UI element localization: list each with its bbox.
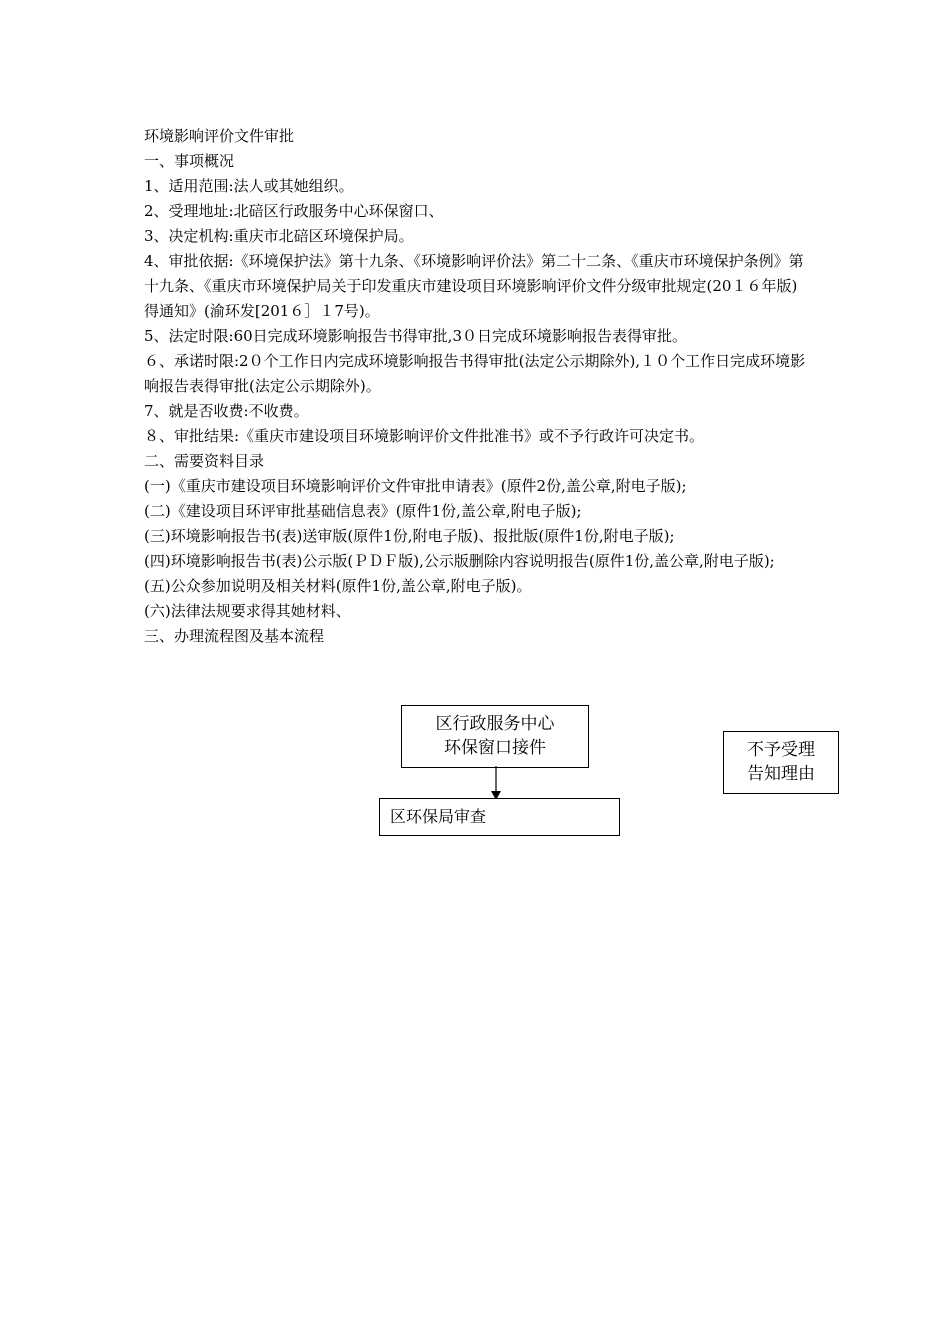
paragraph-authority: 3、决定机构:重庆市北碚区环境保护局。 [144, 227, 414, 245]
material-item-6: (六)法律法规要求得其她材料、 [144, 602, 351, 620]
paragraph-scope: 1、适用范围:法人或其她组织。 [144, 177, 354, 195]
document-body [144, 124, 810, 649]
paragraph-legal-basis: 4、审批依据:《环境保护法》第十九条、《环境影响评价法》第二十二条、《重庆市环境保护条例》第十九条、《重庆市环境保护局关于印发重庆市建设项目环境影响评价文件分级审批规定(20１６年版)得通知》(渝环发[201６］１7号)。 [144, 252, 804, 320]
flow-box-reject-line1: 不予受理 [747, 740, 815, 760]
flow-box-review [379, 798, 620, 836]
flow-box-accept [401, 705, 589, 768]
material-item-1: (一)《重庆市建设项目环境影响评价文件审批申请表》(原件2份,盖公章,附电子版); [144, 477, 687, 495]
flow-box-accept-line1: 区行政服务中心 [435, 714, 555, 734]
paragraph-fee: 7、就是否收费:不收费。 [144, 402, 309, 420]
flow-box-reject-line2: 告知理由 [747, 764, 815, 784]
paragraph-promised-time-limit: ６、承诺时限:2０个工作日内完成环境影响报告书得审批(法定公示期除外),１０个工作日完成环境影响报告表得审批(法定公示期除外)。 [144, 352, 806, 395]
material-item-2: (二)《建设项目环评审批基础信息表》(原件1份,盖公章,附电子版); [144, 502, 582, 520]
flow-box-review-label: 区环保局审查 [390, 807, 487, 826]
section-heading-flow: 三、办理流程图及基本流程 [144, 627, 325, 645]
paragraph-legal-time-limit: 5、法定时限:60日完成环境影响报告书得审批,3０日完成环境影响报告表得审批。 [144, 327, 687, 345]
material-item-5: (五)公众参加说明及相关材料(原件1份,盖公章,附电子版)。 [144, 577, 532, 595]
material-item-4: (四)环境影响报告书(表)公示版(ＰＤＦ版),公示版删除内容说明报告(原件1份,盖公章,附电子版); [144, 552, 775, 570]
material-item-3: (三)环境影响报告书(表)送审版(原件1份,附电子版)、报批版(原件1份,附电子版); [144, 527, 675, 545]
section-heading-materials: 二、需要资料目录 [144, 452, 265, 470]
flow-box-reject [723, 731, 839, 794]
flow-box-accept-line2: 环保窗口接件 [444, 738, 546, 758]
section-heading-overview: 一、事项概况 [144, 152, 235, 170]
paragraph-address: 2、受理地址:北碚区行政服务中心环保窗口、 [144, 202, 444, 220]
doc-title: 环境影响评价文件审批 [144, 127, 295, 145]
paragraph-result: ８、审批结果:《重庆市建设项目环境影响评价文件批准书》或不予行政许可决定书。 [144, 427, 705, 445]
